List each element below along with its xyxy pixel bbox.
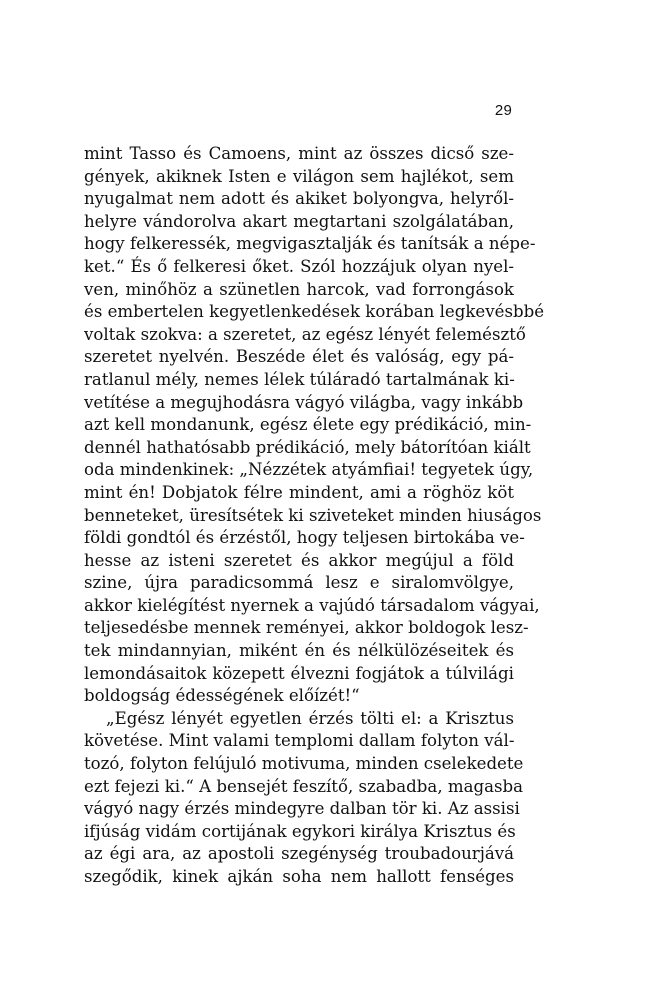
text-line: ratlanul mély, nemes lélek túláradó tartalmának ki- [84, 369, 515, 389]
text-line: benneteket, üresítsétek ki sziveteket minden hiuságos [84, 505, 542, 525]
text-line: nyugalmat nem adott és akiket bolyongva, helyről- [84, 189, 514, 209]
text-line: gények, akiknek Isten e világon sem hajlékot, sem [84, 166, 514, 186]
text-line: lemondásaitok közepett élvezni fogjátok a túlvilági [84, 663, 514, 683]
page-number: 29 [494, 102, 512, 119]
text-line: mint Tasso és Camoens, mint az összes dicső sze- [84, 144, 514, 163]
text-line: szegődik, kinek ajkán soha nem hallott fenséges [84, 867, 514, 886]
text-line: tozó, folyton felújuló motivuma, minden cselekedete [84, 754, 524, 774]
text-line: akkor kielégítést nyernek a vajúdó társadalom vágyai, [84, 595, 540, 615]
text-line: azt kell mondanunk, egész élete egy prédikáció, min- [84, 415, 532, 435]
text-line: követése. Mint valami templomi dallam folyton vál- [84, 731, 515, 751]
text-line: és embertelen kegyetlenkedések korában legkevésbbé [84, 302, 545, 322]
text-line: mint én! Dobjatok félre mindent, ami a röghöz köt [84, 482, 514, 502]
text-line: földi gondtól és érzéstől, hogy teljesen birtokába ve- [84, 528, 525, 548]
text-line: ezt fejezi ki.“ A bensejét feszítő, szabadba, magasba [84, 776, 524, 796]
text-line: dennél hathatósabb prédikáció, mely bátorítóan kiált [84, 437, 531, 457]
text-line: tek mindannyian, miként én és nélkülözéseitek és [84, 641, 514, 661]
text-line: hogy felkeressék, megvigasztalják és tanítsák a népe- [84, 234, 536, 254]
paragraph-end-line: boldogság édességének előízét!“ [84, 686, 360, 706]
text-line: ven, minőhöz a szünetlen harcok, vad forrongások [84, 279, 514, 299]
text-line: szeretet nyelvén. Beszéde élet és valóság, egy pá- [84, 347, 514, 367]
text-line: az égi ara, az apostoli szegénység troubadourjává [84, 844, 514, 864]
text-line: ket.“ És ő felkeresi őket. Szól hozzájuk olyan nyel- [84, 256, 514, 276]
text-line: szine, újra paradicsommá lesz e siralomvölgye, [84, 573, 514, 593]
text-line: voltak szokva: a szeretet, az egész lényét felemésztő [84, 324, 526, 344]
text-line: ifjúság vidám cortijának egykori királya Krisztus és [84, 821, 516, 841]
text-line: hesse az isteni szeretet és akkor megújul a föld [84, 550, 514, 570]
paragraph-first-line: „Egész lényét egyetlen érzés tölti el: a Krisztus [106, 708, 514, 728]
text-line: teljesedésbe mennek reményei, akkor boldogok lesz- [84, 618, 529, 638]
text-line: vágyó nagy érzés mindegyre dalban tör ki. Az assisi [84, 799, 520, 819]
text-line: oda mindenkinek: „Nézzétek atyámfiai! tegyetek úgy, [84, 460, 534, 480]
text-line: helyre vándorolva akart megtartani szolgálatában, [84, 211, 514, 231]
text-line: vetítése a megujhodásra vágyó világba, vagy inkább [84, 392, 524, 412]
body-text [84, 143, 545, 889]
